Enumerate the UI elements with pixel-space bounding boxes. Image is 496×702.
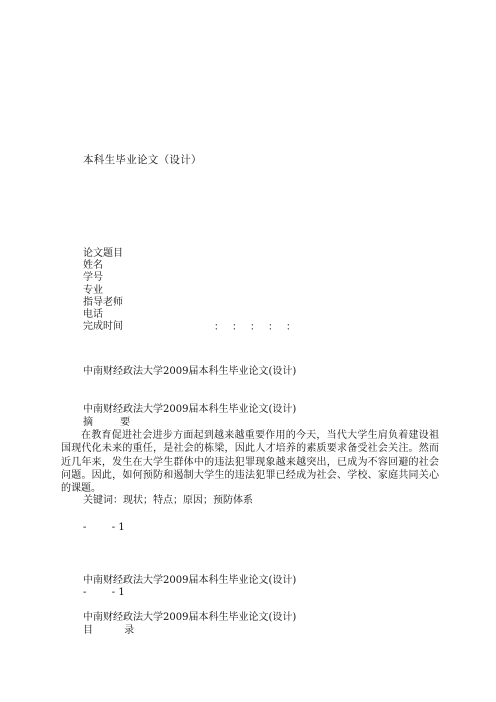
field-thesis-title: 论文题目 bbox=[83, 248, 123, 259]
page-number: - - 1 bbox=[83, 522, 125, 533]
date-separators bbox=[214, 321, 304, 334]
running-header: 中南财经政法大学2009届本科生毕业论文(设计) bbox=[83, 575, 297, 586]
running-header: 中南财经政法大学2009届本科生毕业论文(设计) bbox=[83, 366, 297, 377]
running-header: 中南财经政法大学2009届本科生毕业论文(设计) bbox=[83, 404, 297, 415]
date-separator: ： bbox=[232, 322, 242, 333]
field-major: 专业 bbox=[83, 284, 103, 296]
field-advisor: 指导老师 bbox=[83, 296, 123, 308]
date-separator: ： bbox=[286, 322, 296, 333]
field-student-id: 学号 bbox=[83, 272, 103, 284]
cover-title: 本科生毕业论文（设计） bbox=[83, 154, 202, 166]
page-number: - - 1 bbox=[83, 587, 125, 598]
cover-info-fields bbox=[83, 248, 123, 333]
keywords-line: 关键词：现状；特点；原因；预防体系 bbox=[83, 495, 253, 506]
field-completion-date: 完成时间 bbox=[83, 321, 123, 333]
abstract-title: 摘 要 bbox=[83, 417, 143, 428]
date-separator: ： bbox=[268, 322, 278, 333]
abstract-body: 在教育促进社会进步方面起到越来越重要作用的今天，当代大学生肩负着建设祖国现代化未来的重任，是社会的栋梁，因此人才培养的素质要求备受社会关注。然而近几年来，发生在大学生群体中的违法犯罪现象越来越突出，已成为不容回避的社会问题。因此，如何预防和遏制大学生的违法犯罪已经成为社会、学校、家庭共同关心的课题。 bbox=[61, 430, 439, 495]
field-phone: 电话 bbox=[83, 308, 103, 320]
date-separator: ： bbox=[214, 322, 224, 333]
date-separator: ： bbox=[250, 322, 260, 333]
field-name: 姓名 bbox=[83, 260, 103, 272]
running-header: 中南财经政法大学2009届本科生毕业论文(设计) bbox=[83, 612, 297, 623]
toc-title: 目 录 bbox=[83, 625, 149, 636]
